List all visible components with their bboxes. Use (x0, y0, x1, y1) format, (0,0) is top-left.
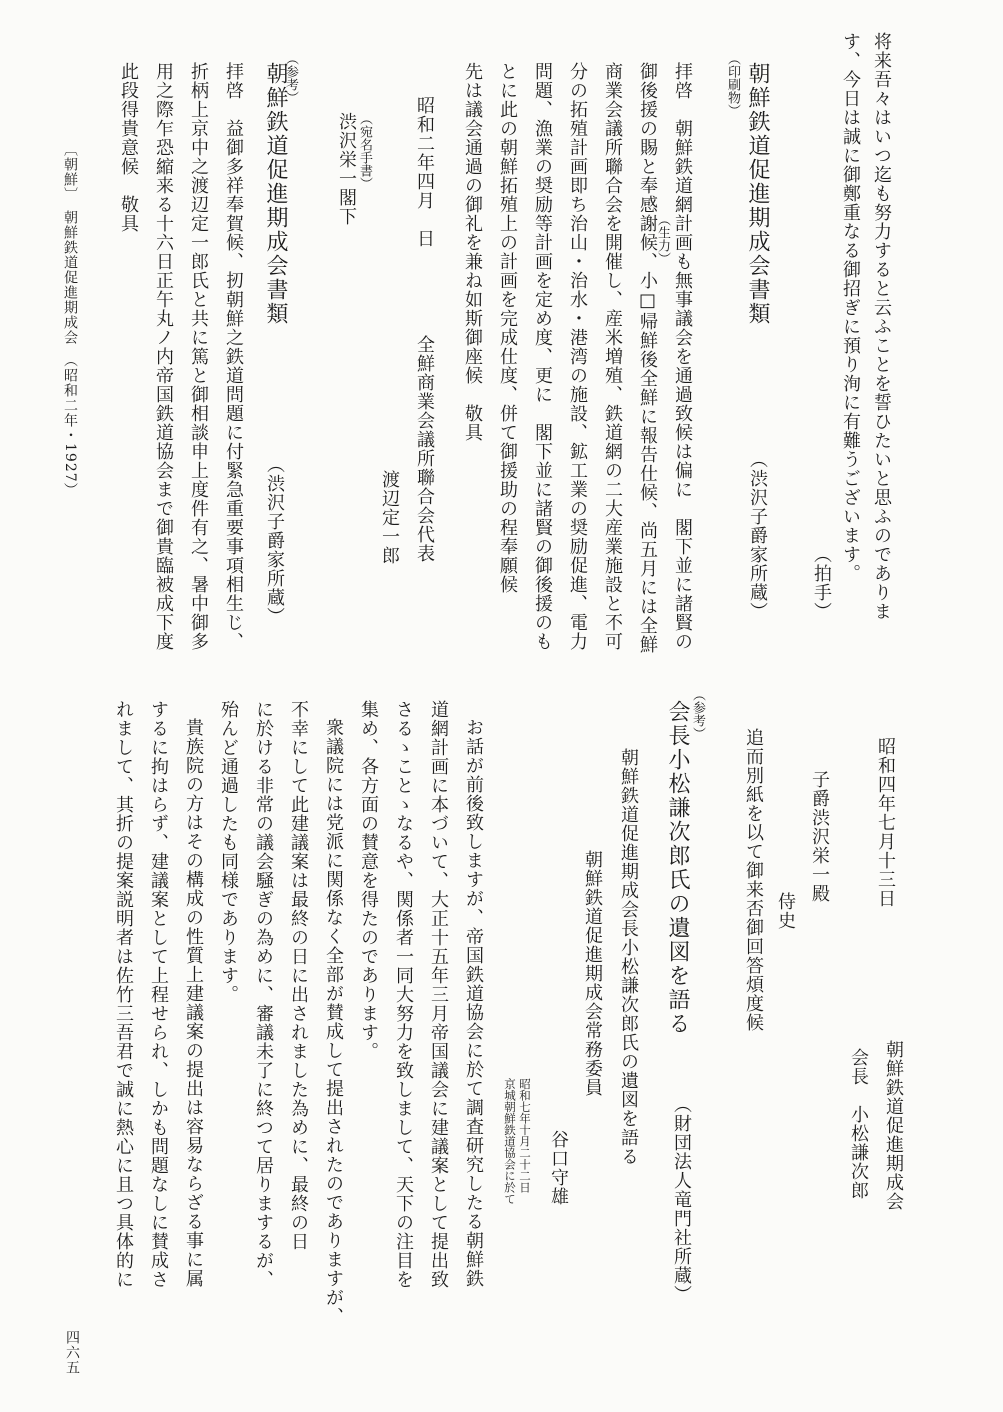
section3-speaker: 谷口守雄 (548, 1130, 569, 1206)
section3-speaker-org: 朝鮮鉄道促進期成会常務委員 (582, 850, 603, 1097)
letter2-line: 折柄上京中之渡辺定一郎氏と共に篤と御相談申上度件有之、暑中御多 (188, 62, 209, 651)
section1-title: 朝鮮鉄道促進期成会書類 (745, 62, 770, 326)
letter2-org: 朝鮮鉄道促進期成会 (883, 1040, 904, 1211)
letter1-line: 分の拓殖計画即ち治山・治水・港湾の施設、鉱工業の奨励促進、電力 (567, 62, 588, 651)
speech-line: 不幸にして此建議案は最終の日に出されました為めに、最終の日 (288, 700, 309, 1251)
letter1-line: とに此の朝鮮拓殖上の計画を完成仕度、併て御援助の程奉願候 (497, 62, 518, 594)
letter1-recipient: 渋沢栄一閣下 (336, 112, 357, 226)
letter2-line: 用之際乍恐縮来る十六日正午丸ノ内帝国鉄道協会まで御貴臨被成下度 (153, 62, 174, 651)
speech-line: 衆議院には党派に関係なく全部が賛成して提出されたのでありますが、 (323, 718, 344, 1326)
section3-label: （参考） (690, 688, 705, 740)
letter2-line: 此段得貴意候 敬具 (118, 62, 139, 233)
letter1-address-label: （宛名手書） (357, 112, 372, 190)
section2-source: （渋沢子爵家所蔵） (264, 455, 285, 626)
speech-line: れまして、其折の提案説明者は佐竹三吾君で誠に熱心に且つ具体的に (113, 700, 134, 1289)
letter2-postscript: 追而別紙を以て御来否御回答煩度候 (743, 728, 764, 1032)
section3-place: 京城朝鮮鉄道協会に於て (503, 1078, 517, 1205)
letter2-recipient: 子爵渋沢栄一殿 (809, 770, 830, 903)
closing-line-2: す、今日は誠に御鄭重なる御招ぎに預り洵に有難うございます。 (840, 32, 861, 583)
speech-line: 貴族院の方はその構成の性質上建議案の提出は容易ならざる事に属 (183, 718, 204, 1288)
annotation-shengli: （生力） (655, 213, 670, 265)
letter1-line: 拝啓 朝鮮鉄道網計画も無事議会を通過致候は偏に 閣下並に諸賢の (672, 62, 693, 651)
closing-line-1: 将来吾々はいつ迄も努力すると云ふことを誓ひたいと思ふのでありま (871, 32, 892, 621)
section3-source: （財団法人竜門社所蔵） (671, 1095, 692, 1304)
speech-line: 集め、各方面の賛意を得たのであります。 (358, 700, 379, 1061)
applause-note: （拍手） (811, 545, 832, 621)
letter2-line: 拝啓 益御多祥奉賀候、扨朝鮮之鉄道問題に付緊急重要事項相生じ、 (223, 62, 244, 651)
letter1-sender: 渡辺定一郎 (379, 470, 400, 565)
section1-label: （印刷物） (725, 52, 740, 117)
section2-label: （参考） (283, 52, 298, 104)
speech-line: 道網計画に本づいて、大正十五年三月帝国議会に建議案として提出致 (428, 700, 449, 1289)
letter2-sender: 会長 小松謙次郎 (848, 1048, 869, 1200)
section1-source: （渋沢子爵家所蔵） (747, 450, 768, 621)
letter1-line: 先は議会通過の御礼を兼ね如斯御座候 敬具 (462, 62, 483, 442)
page-number: 四六五 (64, 1330, 80, 1375)
letter2-attendant: 侍史 (775, 892, 796, 930)
letter1-line: 商業会議所聯合会を開催し、産米増殖、鉄道網の二大産業施設と不可 (602, 62, 623, 651)
speech-line: さるゝことゝなるや、関係者一同大努力を致しまして、天下の注目を (393, 700, 414, 1289)
section3-title: 会長小松謙次郎氏の遺図を語る (665, 700, 690, 1036)
letter1-line: 問題、漁業の奨励等計画を定め度、更に 閣下並に諸賢の御後援のも (532, 62, 553, 651)
section2-title: 朝鮮鉄道促進期成会書類 (263, 62, 288, 326)
running-head: 〔朝鮮〕 朝鮮鉄道促進期成会 （昭和二年・1927） (62, 142, 78, 498)
speech-line: 殆んど通過したも同様であります。 (218, 700, 239, 1004)
letter1-date: 昭和二年四月 日 (414, 96, 435, 248)
section3-date: 昭和七年十月二十二日 (518, 1078, 532, 1193)
letter1-line: 御後援の賜と奉感謝候、小□帰鮮後全鮮に報告仕候、尚五月には全鮮 (637, 62, 658, 654)
speech-line: お話が前後致しますが、帝国鉄道協会に於て調査研究したる朝鮮鉄 (463, 718, 484, 1288)
letter1-org: 全鮮商業会議所聯合会代表 (414, 335, 435, 563)
letter2-date: 昭和四年七月十三日 (875, 737, 896, 908)
section3-subtitle: 朝鮮鉄道促進期成会長小松謙次郎氏の遺図を語る (618, 748, 639, 1166)
speech-line: するに拘はらず、建議案として上程せられ、しかも問題なしに賛成さ (148, 700, 169, 1289)
speech-line: に於ける非常の議会騒ぎの為めに、審議未了に終つて居りまするが、 (253, 700, 274, 1289)
